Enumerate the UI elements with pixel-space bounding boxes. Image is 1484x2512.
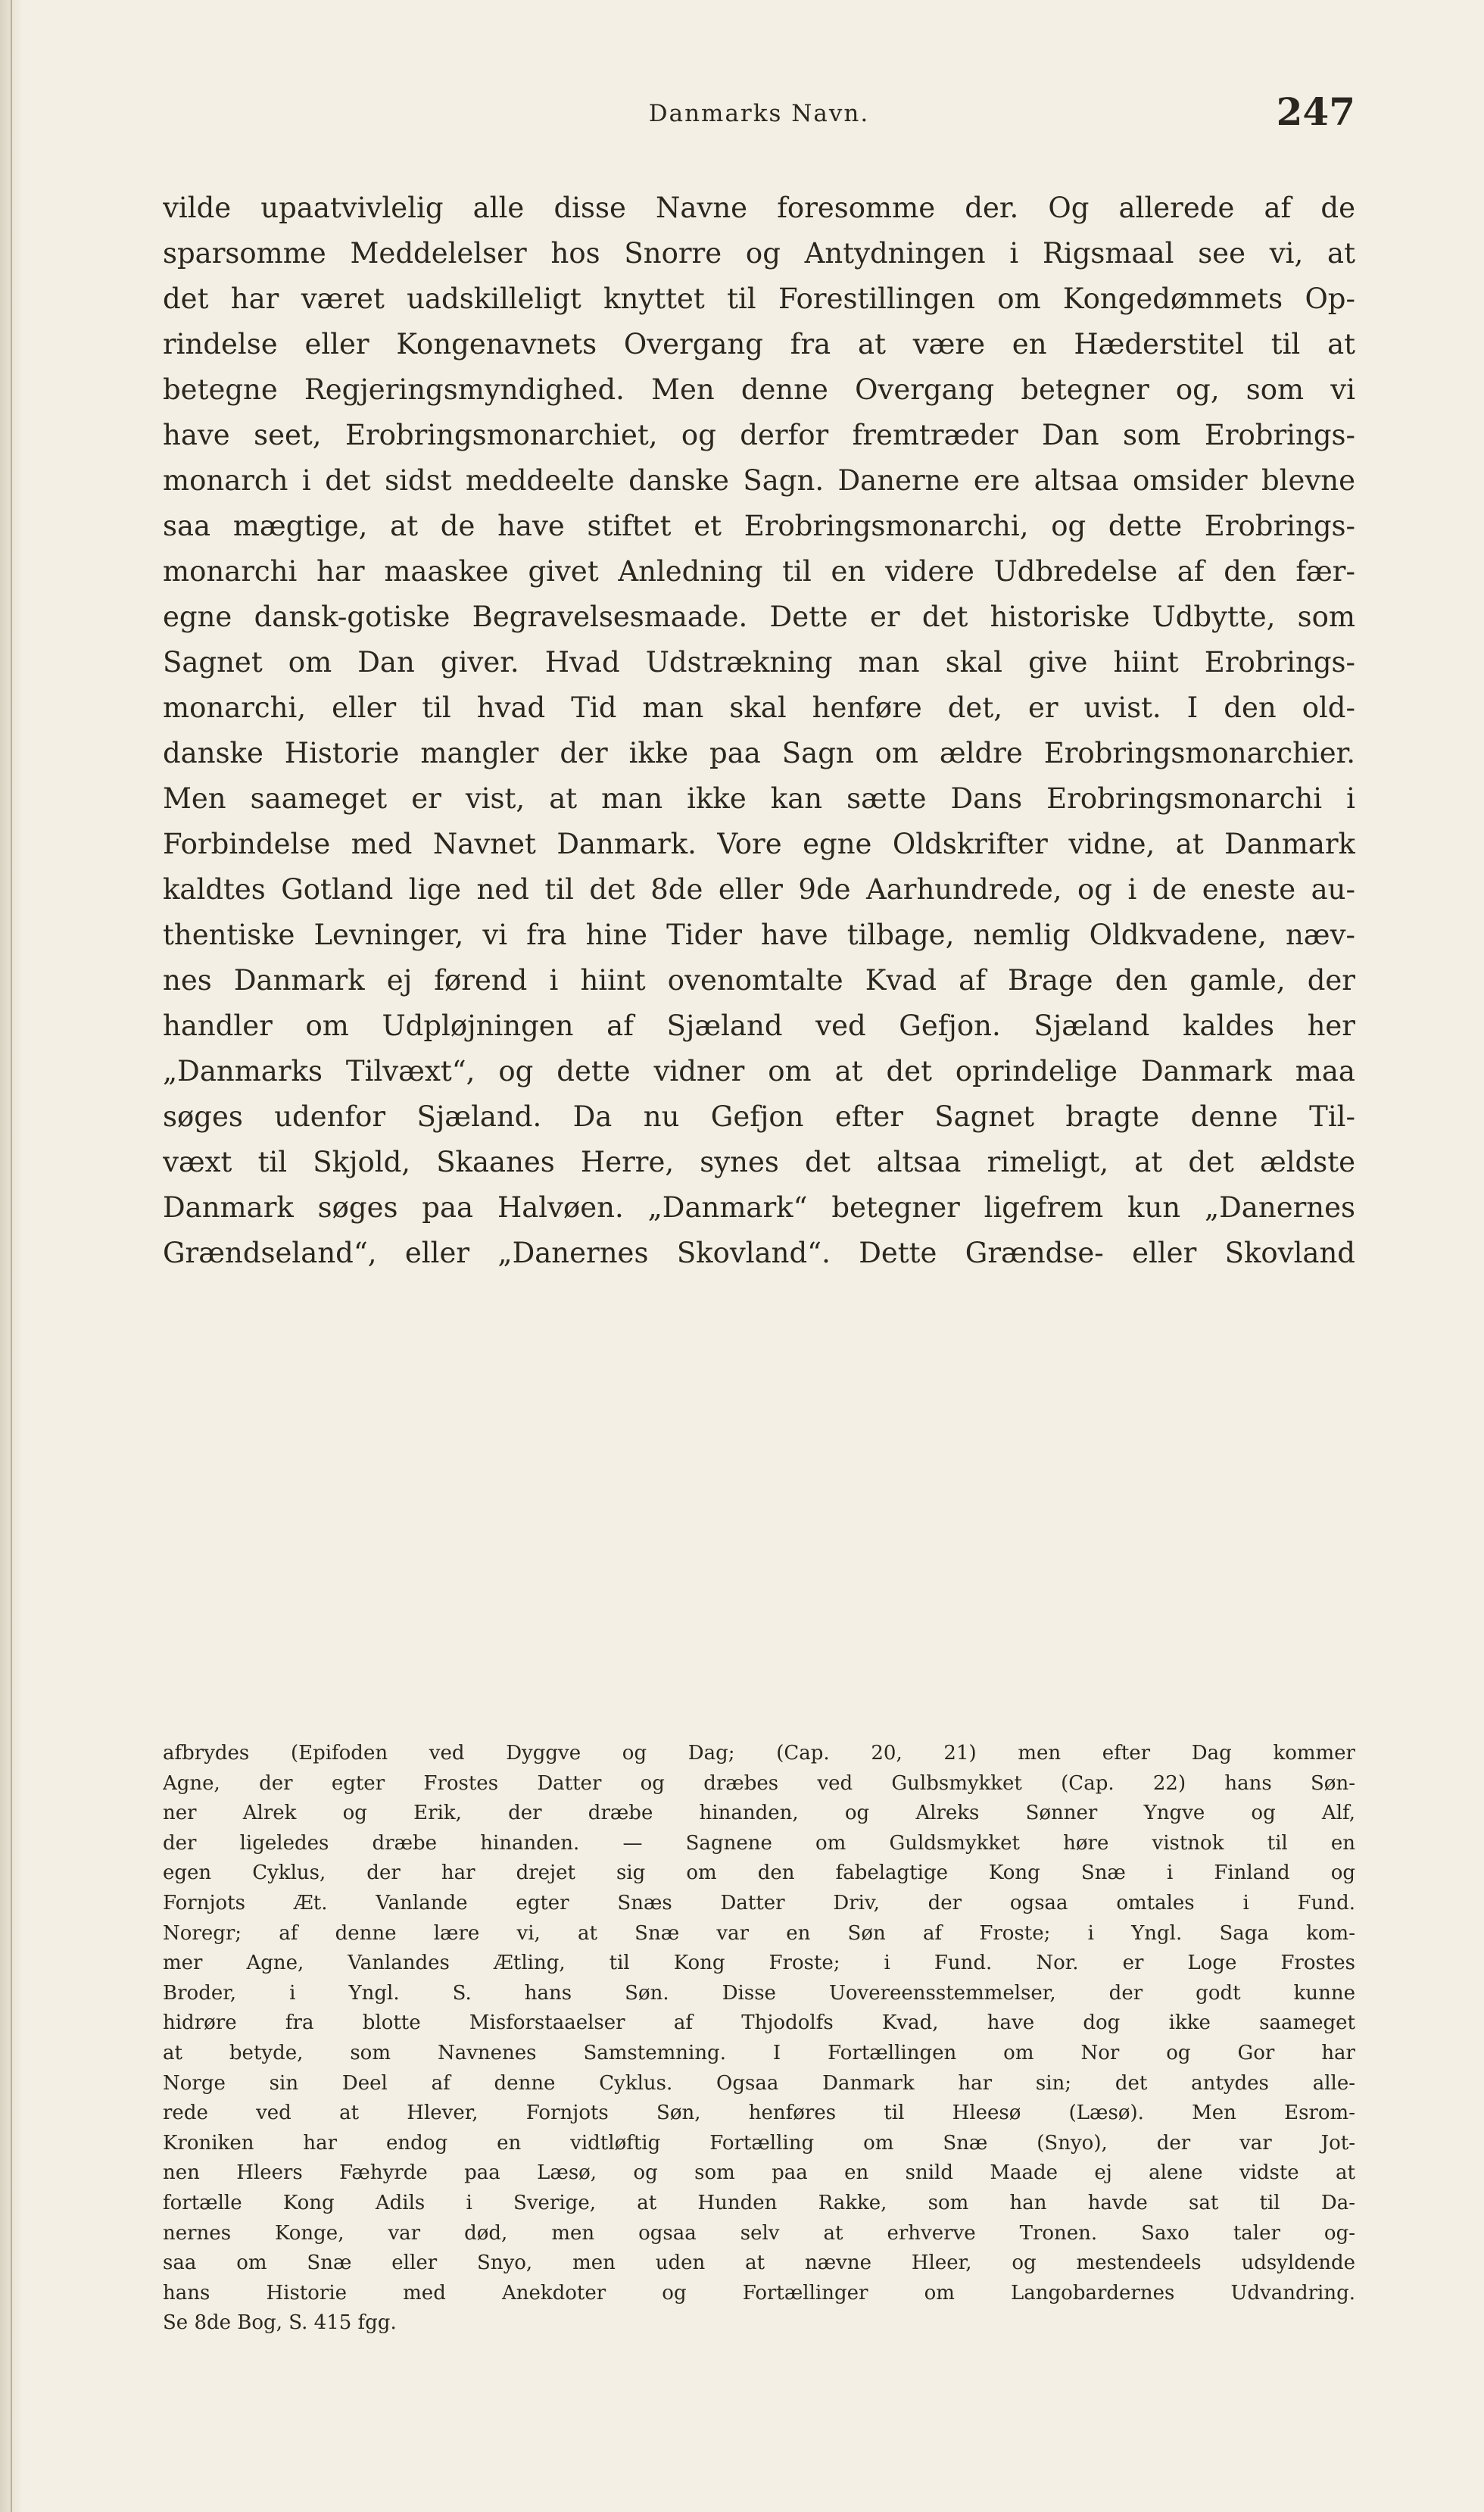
page-binding-line: [11, 0, 12, 2512]
body-line: nes Danmark ej førend i hiint ovenomtalte Kvad af Brage den gamle, der: [163, 964, 1355, 997]
footnote-line: rede ved at Hlever, Fornjots Søn, henføres til Hleesø (Læsø). Men Esrom-: [163, 2102, 1355, 2125]
footnote-line: at betyde, som Navnenes Samstemning. I Fortællingen om Nor og Gor har: [163, 2041, 1355, 2064]
body-line: vilde upaatvivlelig alle disse Navne foresomme der. Og allerede af de: [163, 192, 1355, 224]
footnote-line: Broder, i Yngl. S. hans Søn. Disse Uovereensstemmelser, der godt kunne: [163, 1981, 1355, 2005]
footnote-line: nen Hleers Fæhyrde paa Læsø, og som paa en snild Maade ej alene vidste at: [163, 2161, 1355, 2185]
footnote-line: mer Agne, Vanlandes Ætling, til Kong Froste; i Fund. Nor. er Loge Frostes: [163, 1952, 1355, 1975]
footnote-line: Agne, der egter Frostes Datter og dræbes ved Gulbsmykket (Cap. 22) hans Søn-: [163, 1771, 1355, 1795]
footnote-line: Kroniken har endog en vidtløftig Fortælling om Snæ (Snyo), der var Jot-: [163, 2131, 1355, 2155]
footnote-line: Fornjots Æt. Vanlande egter Snæs Datter Driv, der ogsaa omtales i Fund.: [163, 1891, 1355, 1914]
body-line: saa mægtige, at de have stiftet et Erobringsmonarchi, og dette Erobrings-: [163, 510, 1355, 542]
body-line: „Danmarks Tilvæxt“, og dette vidner om at det oprindelige Danmark maa: [163, 1055, 1355, 1087]
body-line: Grændseland“, eller „Danernes Skovland“. Dette Grændse- eller Skovland: [163, 1237, 1355, 1269]
footnote-line: Se 8de Bog, S. 415 fgg.: [163, 2311, 397, 2335]
body-line: Forbindelse med Navnet Danmark. Vore egne Oldskrifter vidne, at Danmark: [163, 828, 1355, 860]
body-line: Men saameget er vist, at man ikke kan sætte Dans Erobringsmonarchi i: [163, 782, 1355, 815]
footnote-line: ner Alrek og Erik, der dræbe hinanden, og Alreks Sønner Yngve og Alf,: [163, 1802, 1355, 1825]
body-line: væxt til Skjold, Skaanes Herre, synes det altsaa rimeligt, at det ældste: [163, 1146, 1355, 1178]
body-text: [163, 186, 1355, 1276]
body-line: det har været uadskilleligt knyttet til Forestillingen om Kongedømmets Op-: [163, 282, 1355, 315]
footnote-line: hans Historie med Anekdoter og Fortællinger om Langobardernes Udvandring.: [163, 2281, 1355, 2304]
running-title: Danmarks Navn.: [648, 100, 870, 127]
footnotes: [163, 1739, 1355, 2339]
body-line: monarch i det sidst meddeelte danske Sagn. Danerne ere altsaa omsider blevne: [163, 464, 1355, 497]
body-line: handler om Udpløjningen af Sjæland ved Gefjon. Sjæland kaldes her: [163, 1009, 1355, 1042]
footnote-line: Norge sin Deel af denne Cyklus. Ogsaa Danmark har sin; det antydes alle-: [163, 2071, 1355, 2095]
body-line: rindelse eller Kongenavnets Overgang fra at være en Hæderstitel til at: [163, 328, 1355, 360]
page-number: 247: [1276, 89, 1355, 134]
body-line: danske Historie mangler der ikke paa Sagn om ældre Erobringsmonarchier.: [163, 737, 1355, 769]
body-line: betegne Regjeringsmyndighed. Men denne Overgang betegner og, som vi: [163, 373, 1355, 406]
body-line: søges udenfor Sjæland. Da nu Gefjon efter Sagnet bragte denne Til-: [163, 1100, 1355, 1133]
body-line: Sagnet om Dan giver. Hvad Udstrækning man skal give hiint Erobrings-: [163, 646, 1355, 679]
body-line: thentiske Levninger, vi fra hine Tider have tilbage, nemlig Oldkvadene, næv-: [163, 919, 1355, 951]
body-line: monarchi har maaskee givet Anledning til en videre Udbredelse af den fær-: [163, 555, 1355, 588]
body-line: kaldtes Gotland lige ned til det 8de eller 9de Aarhundrede, og i de eneste au-: [163, 873, 1355, 906]
footnote-line: der ligeledes dræbe hinanden. — Sagnene om Guldsmykket høre vistnok til en: [163, 1831, 1355, 1855]
footnote-line: fortælle Kong Adils i Sverige, at Hunden Rakke, som han havde sat til Da-: [163, 2191, 1355, 2214]
footnote-line: egen Cyklus, der har drejet sig om den fabelagtige Kong Snæ i Finland og: [163, 1861, 1355, 1885]
body-line: egne dansk-gotiske Begravelsesmaade. Dette er det historiske Udbytte, som: [163, 601, 1355, 633]
body-line: monarchi, eller til hvad Tid man skal henføre det, er uvist. I den old-: [163, 691, 1355, 724]
footnote-line: Noregr; af denne lære vi, at Snæ var en Søn af Froste; i Yngl. Saga kom-: [163, 1921, 1355, 1945]
footnote-line: afbrydes (Epifoden ved Dyggve og Dag; (Cap. 20, 21) men efter Dag kommer: [163, 1742, 1355, 1765]
page-header: [163, 89, 1355, 142]
footnote-line: hidrøre fra blotte Misforstaaelser af Thjodolfs Kvad, have dog ikke saameget: [163, 2011, 1355, 2035]
body-line: have seet, Erobringsmonarchiet, og derfor fremtræder Dan som Erobrings-: [163, 419, 1355, 451]
footnote-line: saa om Snæ eller Snyo, men uden at nævne Hleer, og mestendeels udsyldende: [163, 2251, 1355, 2275]
footnote-line: nernes Konge, var død, men ogsaa selv at erhverve Tronen. Saxo taler og-: [163, 2221, 1355, 2245]
body-line: sparsomme Meddelelser hos Snorre og Antydningen i Rigsmaal see vi, at: [163, 237, 1355, 270]
body-line: Danmark søges paa Halvøen. „Danmark“ betegner ligefrem kun „Danernes: [163, 1191, 1355, 1224]
